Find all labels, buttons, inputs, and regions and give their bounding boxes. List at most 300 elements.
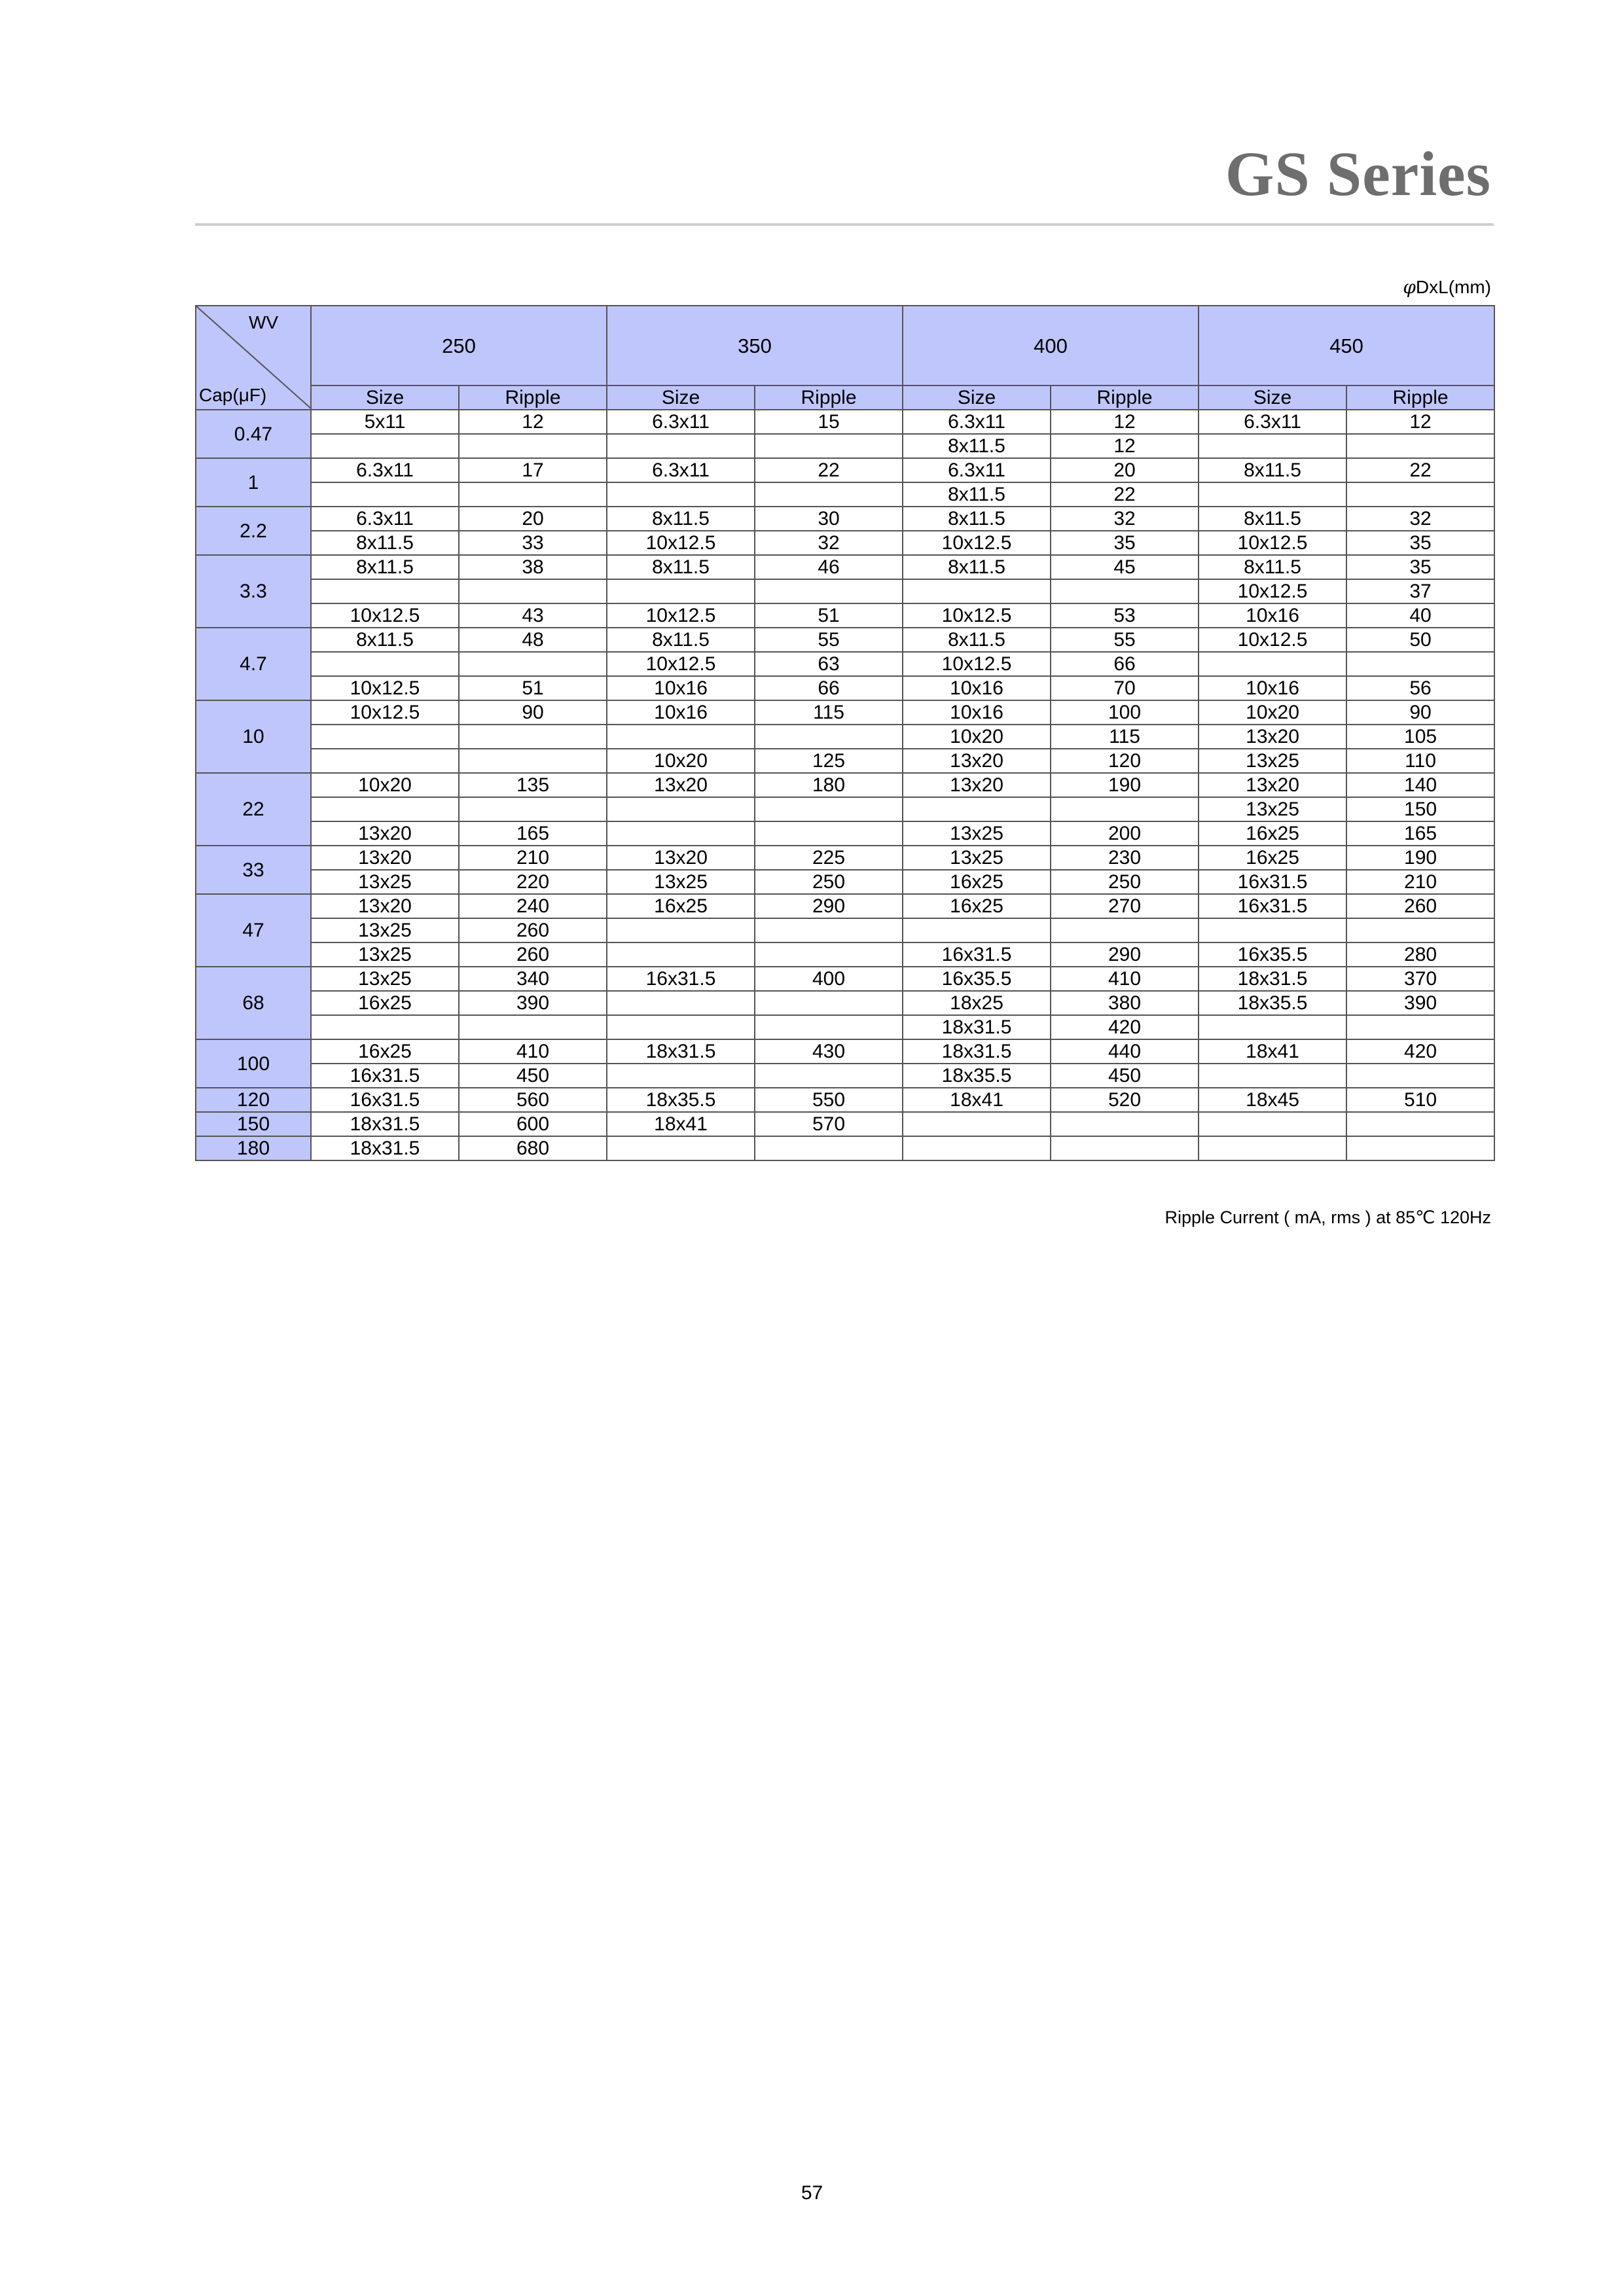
ripple-cell: 220 [459, 870, 607, 894]
voltage-header-450: 450 [1199, 306, 1494, 386]
ripple-cell: 440 [1051, 1039, 1199, 1064]
size-cell: 16x25 [903, 894, 1051, 918]
ripple-cell: 22 [755, 458, 903, 482]
size-cell [607, 434, 755, 458]
size-cell: 10x20 [903, 725, 1051, 749]
specification-table [195, 305, 1495, 1161]
ripple-cell [1346, 1015, 1494, 1039]
ripple-cell: 17 [459, 458, 607, 482]
unit-note [1403, 276, 1491, 298]
ripple-cell: 120 [1051, 749, 1199, 773]
ripple-cell: 32 [1051, 507, 1199, 531]
table-row [196, 821, 1494, 846]
size-cell [903, 579, 1051, 603]
size-cell: 8x11.5 [607, 507, 755, 531]
ripple-cell [459, 725, 607, 749]
size-cell: 8x11.5 [607, 555, 755, 579]
ripple-cell: 410 [459, 1039, 607, 1064]
size-cell: 10x12.5 [311, 603, 459, 628]
ripple-cell [755, 725, 903, 749]
ripple-cell [1346, 1112, 1494, 1136]
ripple-cell [755, 434, 903, 458]
size-cell [1199, 1112, 1346, 1136]
size-cell: 10x16 [1199, 603, 1346, 628]
ripple-cell: 12 [459, 410, 607, 434]
table-row [196, 482, 1494, 507]
ripple-cell: 210 [1346, 870, 1494, 894]
ripple-cell: 165 [459, 821, 607, 846]
size-cell [1199, 1015, 1346, 1039]
ripple-cell [459, 434, 607, 458]
size-cell: 13x20 [607, 773, 755, 797]
ripple-cell: 22 [1346, 458, 1494, 482]
ripple-cell [755, 918, 903, 942]
ripple-cell: 20 [1051, 458, 1199, 482]
size-cell: 18x31.5 [311, 1136, 459, 1160]
table-row [196, 700, 1494, 725]
ripple-cell [1051, 1136, 1199, 1160]
ripple-cell: 250 [755, 870, 903, 894]
ripple-cell: 210 [459, 846, 607, 870]
ripple-cell: 290 [1051, 942, 1199, 967]
size-cell: 8x11.5 [903, 628, 1051, 652]
ripple-cell: 115 [755, 700, 903, 725]
size-cell: 10x12.5 [311, 676, 459, 700]
ripple-cell: 420 [1051, 1015, 1199, 1039]
ripple-cell: 100 [1051, 700, 1199, 725]
ripple-cell: 150 [1346, 797, 1494, 821]
ripple-cell: 280 [1346, 942, 1494, 967]
size-cell [607, 1015, 755, 1039]
size-cell: 10x20 [607, 749, 755, 773]
capacitance-cell: 33 [196, 846, 311, 894]
size-cell: 18x41 [1199, 1039, 1346, 1064]
capacitance-cell: 3.3 [196, 555, 311, 628]
table-row [196, 603, 1494, 628]
size-cell: 8x11.5 [1199, 555, 1346, 579]
size-cell: 10x12.5 [1199, 628, 1346, 652]
ripple-cell: 135 [459, 773, 607, 797]
ripple-cell [755, 797, 903, 821]
ripple-cell [1346, 1064, 1494, 1088]
size-cell: 10x12.5 [607, 603, 755, 628]
ripple-cell: 520 [1051, 1088, 1199, 1112]
size-cell [1199, 918, 1346, 942]
table-row [196, 1064, 1494, 1088]
table-row [196, 942, 1494, 967]
size-cell [903, 918, 1051, 942]
ripple-column-header: Ripple [755, 386, 903, 410]
ripple-cell: 35 [1346, 531, 1494, 555]
ripple-cell: 30 [755, 507, 903, 531]
ripple-cell: 15 [755, 410, 903, 434]
table-row [196, 1015, 1494, 1039]
size-cell: 13x20 [1199, 773, 1346, 797]
size-cell [903, 1112, 1051, 1136]
size-cell: 8x11.5 [903, 507, 1051, 531]
size-cell: 18x31.5 [607, 1039, 755, 1064]
size-cell: 10x16 [607, 676, 755, 700]
ripple-cell [755, 1064, 903, 1088]
ripple-cell [755, 991, 903, 1015]
table-row [196, 991, 1494, 1015]
size-cell: 13x20 [903, 749, 1051, 773]
size-cell [607, 991, 755, 1015]
voltage-header-250: 250 [311, 306, 607, 386]
ripple-current-footnote: Ripple Current ( mA, rms ) at 85℃ 120Hz [1164, 1208, 1491, 1227]
ripple-cell: 190 [1051, 773, 1199, 797]
size-cell: 13x25 [903, 821, 1051, 846]
ripple-cell: 260 [459, 918, 607, 942]
size-cell: 10x12.5 [1199, 579, 1346, 603]
size-cell: 13x20 [311, 846, 459, 870]
size-cell: 16x31.5 [1199, 870, 1346, 894]
ripple-cell: 40 [1346, 603, 1494, 628]
size-cell [607, 821, 755, 846]
ripple-cell [459, 1015, 607, 1039]
size-cell: 6.3x11 [903, 410, 1051, 434]
ripple-cell: 225 [755, 846, 903, 870]
size-cell [311, 1015, 459, 1039]
size-cell: 13x20 [311, 821, 459, 846]
table-row [196, 773, 1494, 797]
size-column-header: Size [903, 386, 1051, 410]
size-cell: 16x25 [607, 894, 755, 918]
size-cell: 10x20 [311, 773, 459, 797]
size-cell: 6.3x11 [311, 507, 459, 531]
size-cell [607, 1064, 755, 1088]
capacitance-cell: 180 [196, 1136, 311, 1160]
ripple-cell: 200 [1051, 821, 1199, 846]
size-cell: 16x25 [1199, 846, 1346, 870]
ripple-cell: 56 [1346, 676, 1494, 700]
size-cell: 10x12.5 [903, 531, 1051, 555]
table-row [196, 579, 1494, 603]
size-column-header: Size [607, 386, 755, 410]
ripple-cell [1346, 918, 1494, 942]
cap-label: Cap(μF) [199, 385, 267, 405]
ripple-cell: 12 [1051, 434, 1199, 458]
size-cell [1199, 652, 1346, 676]
ripple-cell [1051, 918, 1199, 942]
table-row [196, 507, 1494, 531]
ripple-column-header: Ripple [459, 386, 607, 410]
capacitance-cell: 100 [196, 1039, 311, 1088]
ripple-cell: 37 [1346, 579, 1494, 603]
size-cell [311, 482, 459, 507]
ripple-cell: 105 [1346, 725, 1494, 749]
ripple-cell: 115 [1051, 725, 1199, 749]
table-row [196, 1136, 1494, 1160]
ripple-cell: 230 [1051, 846, 1199, 870]
size-cell: 8x11.5 [311, 555, 459, 579]
capacitance-cell: 150 [196, 1112, 311, 1136]
ripple-cell: 66 [755, 676, 903, 700]
table-row [196, 652, 1494, 676]
size-cell [311, 797, 459, 821]
ripple-cell [1051, 1112, 1199, 1136]
size-cell: 18x31.5 [311, 1112, 459, 1136]
ripple-cell: 510 [1346, 1088, 1494, 1112]
size-cell: 5x11 [311, 410, 459, 434]
ripple-cell: 55 [1051, 628, 1199, 652]
series-title: GS Series [1225, 139, 1491, 209]
size-cell: 18x41 [903, 1088, 1051, 1112]
size-cell: 10x12.5 [903, 652, 1051, 676]
corner-header-cell [196, 306, 311, 410]
size-cell: 8x11.5 [903, 434, 1051, 458]
ripple-cell: 45 [1051, 555, 1199, 579]
ripple-cell: 450 [459, 1064, 607, 1088]
size-cell: 18x35.5 [1199, 991, 1346, 1015]
ripple-cell: 600 [459, 1112, 607, 1136]
table-row [196, 894, 1494, 918]
size-cell [607, 918, 755, 942]
size-cell [311, 579, 459, 603]
voltage-header-row [196, 306, 1494, 386]
table-row [196, 531, 1494, 555]
ripple-cell: 260 [459, 942, 607, 967]
capacitance-cell: 0.47 [196, 410, 311, 458]
ripple-cell: 570 [755, 1112, 903, 1136]
header-divider [195, 223, 1494, 226]
size-cell [607, 579, 755, 603]
ripple-cell: 12 [1051, 410, 1199, 434]
table-row [196, 1039, 1494, 1064]
ripple-cell [755, 821, 903, 846]
size-cell [607, 1136, 755, 1160]
ripple-cell: 380 [1051, 991, 1199, 1015]
table-row [196, 434, 1494, 458]
ripple-cell: 290 [755, 894, 903, 918]
ripple-cell [1346, 434, 1494, 458]
size-cell [1199, 434, 1346, 458]
capacitance-cell: 120 [196, 1088, 311, 1112]
size-cell: 16x31.5 [1199, 894, 1346, 918]
ripple-cell [459, 579, 607, 603]
capacitance-cell: 4.7 [196, 628, 311, 700]
size-cell: 8x11.5 [607, 628, 755, 652]
size-cell: 8x11.5 [903, 555, 1051, 579]
size-cell: 10x12.5 [311, 700, 459, 725]
ripple-cell: 35 [1051, 531, 1199, 555]
ripple-cell [1346, 652, 1494, 676]
ripple-cell: 53 [1051, 603, 1199, 628]
size-cell [1199, 482, 1346, 507]
size-cell: 13x25 [311, 918, 459, 942]
ripple-cell [1346, 1136, 1494, 1160]
size-cell [1199, 1064, 1346, 1088]
ripple-cell: 46 [755, 555, 903, 579]
size-cell: 13x25 [1199, 797, 1346, 821]
ripple-cell: 140 [1346, 773, 1494, 797]
table-row [196, 967, 1494, 991]
ripple-cell: 560 [459, 1088, 607, 1112]
size-cell: 16x31.5 [607, 967, 755, 991]
phi-symbol: φ [1403, 276, 1416, 298]
size-cell [903, 797, 1051, 821]
size-cell [311, 652, 459, 676]
table-row [196, 1112, 1494, 1136]
size-cell: 10x16 [903, 700, 1051, 725]
capacitance-cell: 1 [196, 458, 311, 507]
size-cell: 10x16 [1199, 676, 1346, 700]
size-cell: 13x25 [903, 846, 1051, 870]
capacitance-cell: 10 [196, 700, 311, 773]
wv-label: WV [249, 312, 279, 332]
voltage-header-400: 400 [903, 306, 1199, 386]
size-cell: 16x31.5 [311, 1064, 459, 1088]
ripple-cell: 33 [459, 531, 607, 555]
ripple-cell: 190 [1346, 846, 1494, 870]
size-cell: 18x35.5 [607, 1088, 755, 1112]
ripple-cell: 66 [1051, 652, 1199, 676]
ripple-cell: 63 [755, 652, 903, 676]
table-body [196, 410, 1494, 1160]
size-cell: 6.3x11 [607, 458, 755, 482]
table-row [196, 797, 1494, 821]
ripple-cell: 270 [1051, 894, 1199, 918]
capacitance-cell: 47 [196, 894, 311, 967]
size-cell [311, 725, 459, 749]
ripple-cell: 22 [1051, 482, 1199, 507]
ripple-cell: 420 [1346, 1039, 1494, 1064]
size-cell: 10x16 [607, 700, 755, 725]
ripple-cell: 12 [1346, 410, 1494, 434]
size-cell [311, 749, 459, 773]
table-row [196, 628, 1494, 652]
table-row [196, 918, 1494, 942]
ripple-cell [459, 652, 607, 676]
size-cell: 13x20 [903, 773, 1051, 797]
size-cell: 16x25 [1199, 821, 1346, 846]
size-cell: 8x11.5 [1199, 507, 1346, 531]
size-cell: 16x25 [311, 991, 459, 1015]
ripple-cell: 125 [755, 749, 903, 773]
size-cell: 13x25 [311, 870, 459, 894]
size-column-header: Size [1199, 386, 1346, 410]
size-cell [607, 797, 755, 821]
capacitance-cell: 68 [196, 967, 311, 1039]
ripple-cell: 20 [459, 507, 607, 531]
size-column-header: Size [311, 386, 459, 410]
size-cell: 10x12.5 [1199, 531, 1346, 555]
ripple-cell: 51 [755, 603, 903, 628]
size-cell: 18x31.5 [903, 1039, 1051, 1064]
ripple-cell: 43 [459, 603, 607, 628]
size-cell: 16x31.5 [311, 1088, 459, 1112]
ripple-cell [755, 1015, 903, 1039]
ripple-column-header: Ripple [1051, 386, 1199, 410]
size-cell: 10x12.5 [903, 603, 1051, 628]
table-row [196, 676, 1494, 700]
ripple-cell: 450 [1051, 1064, 1199, 1088]
size-cell [903, 1136, 1051, 1160]
size-cell [607, 725, 755, 749]
ripple-column-header: Ripple [1346, 386, 1494, 410]
size-cell: 18x35.5 [903, 1064, 1051, 1088]
ripple-cell [1051, 579, 1199, 603]
size-cell: 10x20 [1199, 700, 1346, 725]
ripple-cell [1346, 482, 1494, 507]
ripple-cell: 110 [1346, 749, 1494, 773]
ripple-cell [755, 1136, 903, 1160]
size-cell: 13x25 [311, 967, 459, 991]
table-row [196, 870, 1494, 894]
ripple-cell: 240 [459, 894, 607, 918]
ripple-cell: 48 [459, 628, 607, 652]
size-cell: 8x11.5 [1199, 458, 1346, 482]
ripple-cell: 250 [1051, 870, 1199, 894]
ripple-cell [755, 482, 903, 507]
ripple-cell: 35 [1346, 555, 1494, 579]
size-cell: 10x12.5 [607, 652, 755, 676]
ripple-cell: 550 [755, 1088, 903, 1112]
ripple-cell: 410 [1051, 967, 1199, 991]
ripple-cell: 90 [1346, 700, 1494, 725]
ripple-cell: 180 [755, 773, 903, 797]
size-cell: 6.3x11 [607, 410, 755, 434]
ripple-cell: 38 [459, 555, 607, 579]
size-cell: 16x25 [903, 870, 1051, 894]
size-cell: 10x12.5 [607, 531, 755, 555]
table-row [196, 458, 1494, 482]
table-row [196, 725, 1494, 749]
sub-header-row [196, 386, 1494, 410]
ripple-cell: 90 [459, 700, 607, 725]
ripple-cell: 51 [459, 676, 607, 700]
size-cell: 13x20 [607, 846, 755, 870]
size-cell: 13x25 [1199, 749, 1346, 773]
table-row [196, 410, 1494, 434]
size-cell [311, 434, 459, 458]
ripple-cell: 70 [1051, 676, 1199, 700]
ripple-cell: 32 [755, 531, 903, 555]
size-cell: 6.3x11 [311, 458, 459, 482]
table-row [196, 749, 1494, 773]
ripple-cell: 32 [1346, 507, 1494, 531]
size-cell: 6.3x11 [903, 458, 1051, 482]
size-cell: 18x45 [1199, 1088, 1346, 1112]
table-row [196, 1088, 1494, 1112]
size-cell: 18x41 [607, 1112, 755, 1136]
ripple-cell: 430 [755, 1039, 903, 1064]
size-cell [607, 942, 755, 967]
ripple-cell: 165 [1346, 821, 1494, 846]
size-cell: 10x16 [903, 676, 1051, 700]
ripple-cell: 400 [755, 967, 903, 991]
page-number: 57 [801, 2182, 823, 2204]
table-row [196, 555, 1494, 579]
size-cell: 16x31.5 [903, 942, 1051, 967]
capacitance-cell: 22 [196, 773, 311, 846]
ripple-cell: 260 [1346, 894, 1494, 918]
size-cell: 8x11.5 [311, 531, 459, 555]
size-cell: 16x35.5 [1199, 942, 1346, 967]
ripple-cell: 390 [1346, 991, 1494, 1015]
unit-note-text: DxL(mm) [1415, 277, 1491, 297]
size-cell: 13x20 [311, 894, 459, 918]
size-cell [1199, 1136, 1346, 1160]
voltage-header-350: 350 [607, 306, 903, 386]
table-row [196, 846, 1494, 870]
capacitance-cell: 2.2 [196, 507, 311, 555]
ripple-cell [755, 579, 903, 603]
ripple-cell: 50 [1346, 628, 1494, 652]
ripple-cell: 340 [459, 967, 607, 991]
size-cell: 18x31.5 [1199, 967, 1346, 991]
ripple-cell [459, 797, 607, 821]
